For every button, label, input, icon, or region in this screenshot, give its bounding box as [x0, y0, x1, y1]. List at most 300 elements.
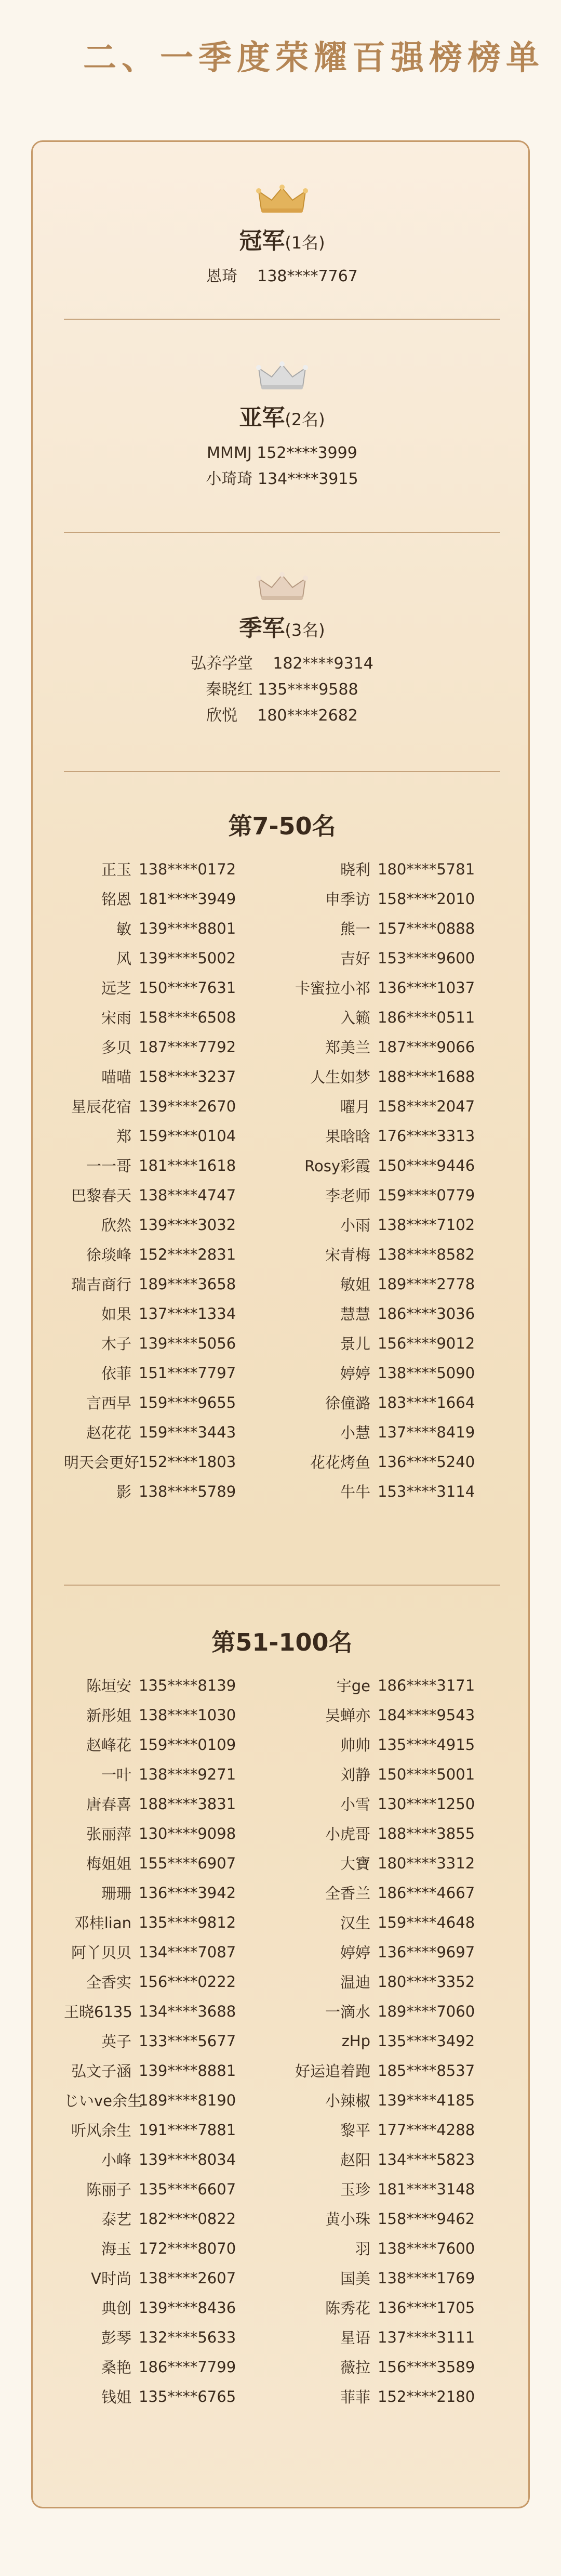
member-name: 汉生: [340, 1914, 370, 1932]
list-item: 恩琦 138****7767: [206, 267, 358, 285]
list-item: [64, 1180, 287, 1210]
member-name: 如果: [101, 1305, 131, 1323]
member-phone: 135****4915: [378, 1735, 475, 1754]
member-phone: 133****5677: [139, 2032, 236, 2050]
list-item: [64, 1967, 287, 1996]
bronze-crown-icon: [253, 571, 311, 602]
member-phone: 153****9600: [378, 949, 475, 967]
list-item: [64, 973, 287, 1002]
list-item: [287, 1180, 511, 1210]
list-item: [64, 1789, 287, 1819]
member-name: 小峰: [101, 2151, 131, 2169]
member-phone: 135****3492: [378, 2032, 475, 2050]
list-item: [64, 1476, 287, 1506]
list-item: [287, 1848, 511, 1878]
member-name: 梅姐姐: [86, 1855, 131, 1873]
member-name: zHp: [341, 2032, 370, 2050]
member-phone: 138****1030: [139, 1706, 236, 1724]
member-name: 彭琴: [101, 2329, 131, 2347]
member-name: 瑞吉商行: [71, 1276, 131, 1293]
member-phone: 159****4648: [378, 1913, 475, 1931]
member-name: 陈垣安: [86, 1677, 131, 1695]
member-name: 巴黎春天: [71, 1187, 131, 1205]
list-item: [64, 1819, 287, 1848]
member-phone: 180****3312: [378, 1854, 475, 1872]
member-phone: 158****2010: [378, 890, 475, 908]
list-item: [287, 1269, 511, 1299]
list-item: [287, 1937, 511, 1967]
member-name: V时尚: [91, 2270, 131, 2287]
list-item: [64, 1937, 287, 1967]
member-name: 小虎哥: [325, 1825, 370, 1843]
list-item: [287, 1239, 511, 1269]
member-phone: 158****3237: [139, 1067, 236, 1086]
member-phone: 139****4185: [378, 2091, 475, 2109]
member-phone: 139****5002: [139, 949, 236, 967]
list-item: [64, 2322, 287, 2352]
list-item: [287, 1062, 511, 1091]
list-item: [287, 973, 511, 1002]
member-phone: 188****3855: [378, 1824, 475, 1842]
list-item: [64, 1670, 287, 1700]
member-phone: 187****7792: [139, 1038, 236, 1056]
list-item: [64, 2352, 287, 2382]
list-item: [64, 2382, 287, 2411]
list-item: [64, 1417, 287, 1447]
list-item: [287, 1002, 511, 1032]
list-item: [64, 1239, 287, 1269]
member-phone: 139****5056: [139, 1334, 236, 1352]
member-name: 王晓6135: [64, 2003, 132, 2021]
member-name: 小雪: [340, 1796, 370, 1813]
list-item: [64, 913, 287, 943]
member-phone: 150****9446: [378, 1156, 475, 1174]
member-phone: 130****9098: [139, 1824, 236, 1842]
member-phone: 159****0104: [139, 1127, 236, 1145]
member-name: 钱姐: [101, 2388, 131, 2406]
list-item: [64, 1062, 287, 1091]
member-name: 婷婷: [340, 1944, 370, 1962]
member-phone: 156****0222: [139, 1972, 236, 1991]
list-item: [287, 1967, 511, 1996]
member-phone: 177****4288: [378, 2121, 475, 2139]
runnerup-title: 亚军(2名): [239, 404, 325, 431]
list-item: 欣悦 180****2682: [206, 707, 358, 725]
third-list: [33, 651, 530, 729]
member-phone: 138****0172: [139, 860, 236, 878]
member-name: 国美: [340, 2270, 370, 2287]
member-name: 唐春喜: [86, 1796, 131, 1813]
member-name: 好运追着跑: [295, 2062, 370, 2080]
list-item: [64, 2293, 287, 2322]
member-phone: 134****3688: [139, 2002, 236, 2020]
member-phone: 156****3589: [378, 2358, 475, 2376]
member-phone: 181****3949: [139, 890, 236, 908]
member-phone: 185****8537: [378, 2061, 475, 2080]
member-name: 宋雨: [101, 1009, 131, 1027]
member-phone: 135****6607: [139, 2180, 236, 2198]
member-name: 菲菲: [340, 2388, 370, 2406]
member-name: 泰艺: [101, 2211, 131, 2228]
list-item: [64, 1150, 287, 1180]
third-section: [33, 571, 530, 729]
member-phone: 188****3831: [139, 1795, 236, 1813]
member-phone: 181****1618: [139, 1156, 236, 1174]
member-name: 全香实: [86, 1973, 131, 1991]
member-phone: 138****7600: [378, 2239, 475, 2257]
member-phone: 158****2047: [378, 1097, 475, 1115]
member-phone: 186****3171: [378, 1676, 475, 1694]
member-phone: 156****9012: [378, 1334, 475, 1352]
list-item: [64, 1388, 287, 1417]
list-item: [287, 1730, 511, 1759]
list-item: [287, 1670, 511, 1700]
list-item: [287, 1759, 511, 1789]
list-item: [287, 2026, 511, 2056]
divider: [64, 532, 500, 533]
member-phone: 159****0779: [378, 1186, 475, 1204]
member-phone: 136****5240: [378, 1453, 475, 1471]
member-name: 典创: [101, 2299, 131, 2317]
list-item: [64, 1848, 287, 1878]
list-item: 小琦琦 134****3915: [206, 470, 358, 488]
member-phone: 139****8801: [139, 919, 236, 937]
member-name: 陈秀花: [325, 2299, 370, 2317]
list-item: [64, 1730, 287, 1759]
rank-7-50-title: 第7-50名: [228, 812, 336, 840]
silver-crown-icon: [253, 360, 311, 391]
member-phone: 138****1769: [378, 2269, 475, 2287]
third-title: 季军(3名): [239, 615, 325, 642]
member-name: 珊珊: [101, 1885, 131, 1902]
member-name: 张丽萍: [86, 1825, 131, 1843]
member-phone: 189****7060: [378, 2002, 475, 2020]
member-name: 卡蜜拉小祁: [295, 979, 370, 997]
member-phone: 176****3313: [378, 1127, 475, 1145]
list-item: [287, 2204, 511, 2233]
member-name: 景儿: [340, 1335, 370, 1353]
list-item: 弘养学堂 182****9314: [191, 655, 373, 673]
member-name: 大寶: [340, 1855, 370, 1873]
member-name: 远芝: [101, 979, 131, 997]
member-name: 果晗晗: [325, 1128, 370, 1145]
list-item: [287, 2352, 511, 2382]
list-item: [287, 884, 511, 913]
member-name: Rosy彩霞: [304, 1157, 370, 1175]
list-item: [64, 1121, 287, 1150]
member-phone: 135****6765: [139, 2387, 236, 2405]
list-item: [287, 1032, 511, 1062]
ranking-card: [31, 140, 530, 2508]
member-name: 赵花花: [86, 1424, 131, 1442]
member-phone: 157****0888: [378, 919, 475, 937]
list-item: [287, 2174, 511, 2204]
list-item: [287, 2145, 511, 2174]
member-phone: 152****1803: [139, 1453, 236, 1471]
list-item: [287, 1121, 511, 1150]
member-phone: 158****9462: [378, 2209, 475, 2228]
member-name: 吉好: [340, 950, 370, 967]
member-phone: 189****2778: [378, 1275, 475, 1293]
member-phone: 159****9655: [139, 1393, 236, 1411]
list-item: [64, 1269, 287, 1299]
member-phone: 182****0822: [139, 2209, 236, 2228]
member-phone: 159****3443: [139, 1423, 236, 1441]
member-name: 阿丫贝贝: [71, 1944, 131, 1962]
member-phone: 136****9697: [378, 1943, 475, 1961]
member-name: 小雨: [340, 1217, 370, 1234]
member-phone: 139****3032: [139, 1215, 236, 1234]
member-phone: 191****7881: [139, 2121, 236, 2139]
runnerup-section: [33, 360, 530, 492]
member-phone: 150****7631: [139, 978, 236, 997]
member-name: 多贝: [101, 1039, 131, 1056]
list-item: [64, 1447, 287, 1476]
member-name: 听风余生: [71, 2122, 131, 2139]
member-name: じいve余生: [64, 2092, 143, 2110]
member-phone: 134****5823: [378, 2150, 475, 2168]
list-item: [287, 2056, 511, 2085]
list-item: [287, 1358, 511, 1388]
list-item: [64, 1700, 287, 1730]
member-name: 人生如梦: [310, 1068, 370, 1086]
member-name: 牛牛: [340, 1483, 370, 1501]
page-title: 二、一季度荣耀百强榜榜单: [83, 39, 544, 77]
list-item: [287, 2263, 511, 2293]
list-item: [287, 1907, 511, 1937]
list-item: [64, 2204, 287, 2233]
member-phone: 130****1250: [378, 1795, 475, 1813]
list-item: [64, 1091, 287, 1121]
member-phone: 136****3942: [139, 1884, 236, 1902]
member-phone: 153****3114: [378, 1482, 475, 1500]
list-item: [64, 1907, 287, 1937]
list-item: [64, 884, 287, 913]
member-name: 一叶: [101, 1766, 131, 1784]
champion-title: 冠军(1名): [239, 228, 325, 254]
member-name: 影: [116, 1483, 131, 1501]
member-name: 黄小珠: [325, 2211, 370, 2228]
member-name: 温迪: [340, 1973, 370, 1991]
list-item: [287, 2382, 511, 2411]
member-name: 邓桂lian: [74, 1914, 131, 1932]
member-name: 宋青梅: [325, 1246, 370, 1264]
list-item: [287, 913, 511, 943]
member-name: 郑: [116, 1128, 131, 1145]
member-phone: 159****0109: [139, 1735, 236, 1754]
member-phone: 138****5789: [139, 1482, 236, 1500]
member-phone: 137****3111: [378, 2328, 475, 2346]
list-item: [64, 1032, 287, 1062]
list-item: [287, 1091, 511, 1121]
member-name: 羽: [355, 2240, 370, 2258]
member-phone: 186****0511: [378, 1008, 475, 1026]
member-phone: 136****1705: [378, 2298, 475, 2317]
member-phone: 138****2607: [139, 2269, 236, 2287]
rank-51-100-list: [64, 1670, 511, 2411]
list-item: [287, 1328, 511, 1358]
member-phone: 137****8419: [378, 1423, 475, 1441]
member-name: 铭恩: [101, 891, 131, 908]
member-phone: 189****3658: [139, 1275, 236, 1293]
list-item: [64, 2263, 287, 2293]
divider: [64, 319, 500, 320]
list-item: [64, 1002, 287, 1032]
list-item: [287, 943, 511, 973]
list-item: [287, 1878, 511, 1907]
list-item: [287, 1996, 511, 2026]
member-name: 徐僮潞: [325, 1394, 370, 1412]
member-name: 桑艳: [101, 2359, 131, 2376]
member-name: 全香兰: [325, 1885, 370, 1902]
member-name: 小辣椒: [325, 2092, 370, 2110]
list-item: [64, 2056, 287, 2085]
list-item: [64, 2115, 287, 2145]
member-name: 木子: [101, 1335, 131, 1353]
list-item: [287, 854, 511, 884]
member-name: 风: [116, 950, 131, 967]
list-item: [287, 1299, 511, 1328]
member-name: 喵喵: [101, 1068, 131, 1086]
member-name: 星语: [340, 2329, 370, 2347]
list-item: [287, 1476, 511, 1506]
member-phone: 180****5781: [378, 860, 475, 878]
list-item: [64, 2233, 287, 2263]
list-item: [287, 1447, 511, 1476]
member-name: 弘文子涵: [71, 2062, 131, 2080]
list-item: [287, 2115, 511, 2145]
member-phone: 151****7797: [139, 1364, 236, 1382]
member-name: 欣然: [101, 1217, 131, 1234]
member-name: 新彤姐: [86, 1707, 131, 1724]
member-phone: 138****4747: [139, 1186, 236, 1204]
member-name: 申季访: [325, 891, 370, 908]
list-item: [64, 1996, 287, 2026]
rank-7-50-list: [64, 854, 511, 1506]
member-name: 一一哥: [86, 1157, 131, 1175]
member-phone: 132****5633: [139, 2328, 236, 2346]
divider: [64, 771, 500, 772]
member-phone: 172****8070: [139, 2239, 236, 2257]
member-name: 熊一: [340, 920, 370, 938]
list-item: [287, 2233, 511, 2263]
member-phone: 186****7799: [139, 2358, 236, 2376]
member-name: 晓利: [340, 861, 370, 879]
member-name: 刘静: [340, 1766, 370, 1784]
member-name: 婷婷: [340, 1365, 370, 1382]
member-name: 黎平: [340, 2122, 370, 2139]
member-name: 李老师: [325, 1187, 370, 1205]
member-phone: 180****3352: [378, 1972, 475, 1991]
list-item: [64, 2145, 287, 2174]
member-phone: 150****5001: [378, 1765, 475, 1783]
list-item: [64, 943, 287, 973]
member-phone: 135****9812: [139, 1913, 236, 1931]
rank-51-100-title: 第51-100名: [211, 1628, 353, 1656]
list-item: [287, 1417, 511, 1447]
list-item: [287, 1700, 511, 1730]
member-name: 徐琰峰: [86, 1246, 131, 1264]
member-name: 敏姐: [340, 1276, 370, 1293]
member-phone: 134****7087: [139, 1943, 236, 1961]
list-item: [64, 1210, 287, 1239]
member-name: 曜月: [340, 1098, 370, 1116]
member-phone: 138****8582: [378, 1245, 475, 1263]
list-item: [64, 1358, 287, 1388]
list-item: [64, 2026, 287, 2056]
divider: [64, 1585, 500, 1586]
member-name: 吴蝉亦: [325, 1707, 370, 1724]
member-name: 入籁: [340, 1009, 370, 1027]
member-name: 英子: [101, 2033, 131, 2050]
list-item: [287, 2085, 511, 2115]
list-item: [287, 1210, 511, 1239]
member-name: 慧慧: [340, 1305, 370, 1323]
list-item: [287, 1819, 511, 1848]
list-item: [64, 1759, 287, 1789]
list-item: [64, 854, 287, 884]
list-item: [64, 2085, 287, 2115]
member-phone: 139****8881: [139, 2061, 236, 2080]
member-name: 薇拉: [340, 2359, 370, 2376]
member-name: 星辰花宿: [71, 1098, 131, 1116]
member-name: 小慧: [340, 1424, 370, 1442]
member-name: 宇ge: [336, 1677, 370, 1695]
list-item: 秦晓红 135****9588: [206, 681, 358, 699]
member-phone: 138****9271: [139, 1765, 236, 1783]
member-phone: 135****8139: [139, 1676, 236, 1694]
list-item: MMMJ 152****3999: [207, 444, 357, 462]
member-phone: 139****2670: [139, 1097, 236, 1115]
member-phone: 139****8034: [139, 2150, 236, 2168]
list-item: [287, 2293, 511, 2322]
member-name: 赵峰花: [86, 1736, 131, 1754]
member-name: 依菲: [101, 1365, 131, 1382]
list-item: [287, 1388, 511, 1417]
list-item: [64, 1328, 287, 1358]
member-name: 海玉: [101, 2240, 131, 2258]
member-phone: 181****3148: [378, 2180, 475, 2198]
member-name: 正玉: [101, 861, 131, 879]
member-phone: 183****1664: [378, 1393, 475, 1411]
member-phone: 152****2180: [378, 2387, 475, 2405]
member-phone: 138****5090: [378, 1364, 475, 1382]
member-phone: 155****6907: [139, 1854, 236, 1872]
member-name: 帅帅: [340, 1736, 370, 1754]
list-item: [64, 2174, 287, 2204]
list-item: [64, 1878, 287, 1907]
list-item: [287, 1789, 511, 1819]
member-name: 陈丽子: [86, 2181, 131, 2199]
member-name: 赵阳: [340, 2151, 370, 2169]
member-phone: 186****3036: [378, 1304, 475, 1323]
champion-section: [33, 184, 530, 290]
member-phone: 137****1334: [139, 1304, 236, 1323]
member-phone: 186****4667: [378, 1884, 475, 1902]
list-item: [287, 2322, 511, 2352]
member-phone: 152****2831: [139, 1245, 236, 1263]
member-phone: 189****8190: [139, 2091, 236, 2109]
member-name: 敏: [116, 920, 131, 938]
member-phone: 139****8436: [139, 2298, 236, 2317]
runnerup-list: [33, 440, 530, 492]
member-phone: 136****1037: [378, 978, 475, 997]
member-phone: 187****9066: [378, 1038, 475, 1056]
member-name: 花花烤鱼: [310, 1454, 370, 1471]
member-name: 郑美兰: [325, 1039, 370, 1056]
list-item: [64, 1299, 287, 1328]
member-name: 一滴水: [325, 2003, 370, 2021]
